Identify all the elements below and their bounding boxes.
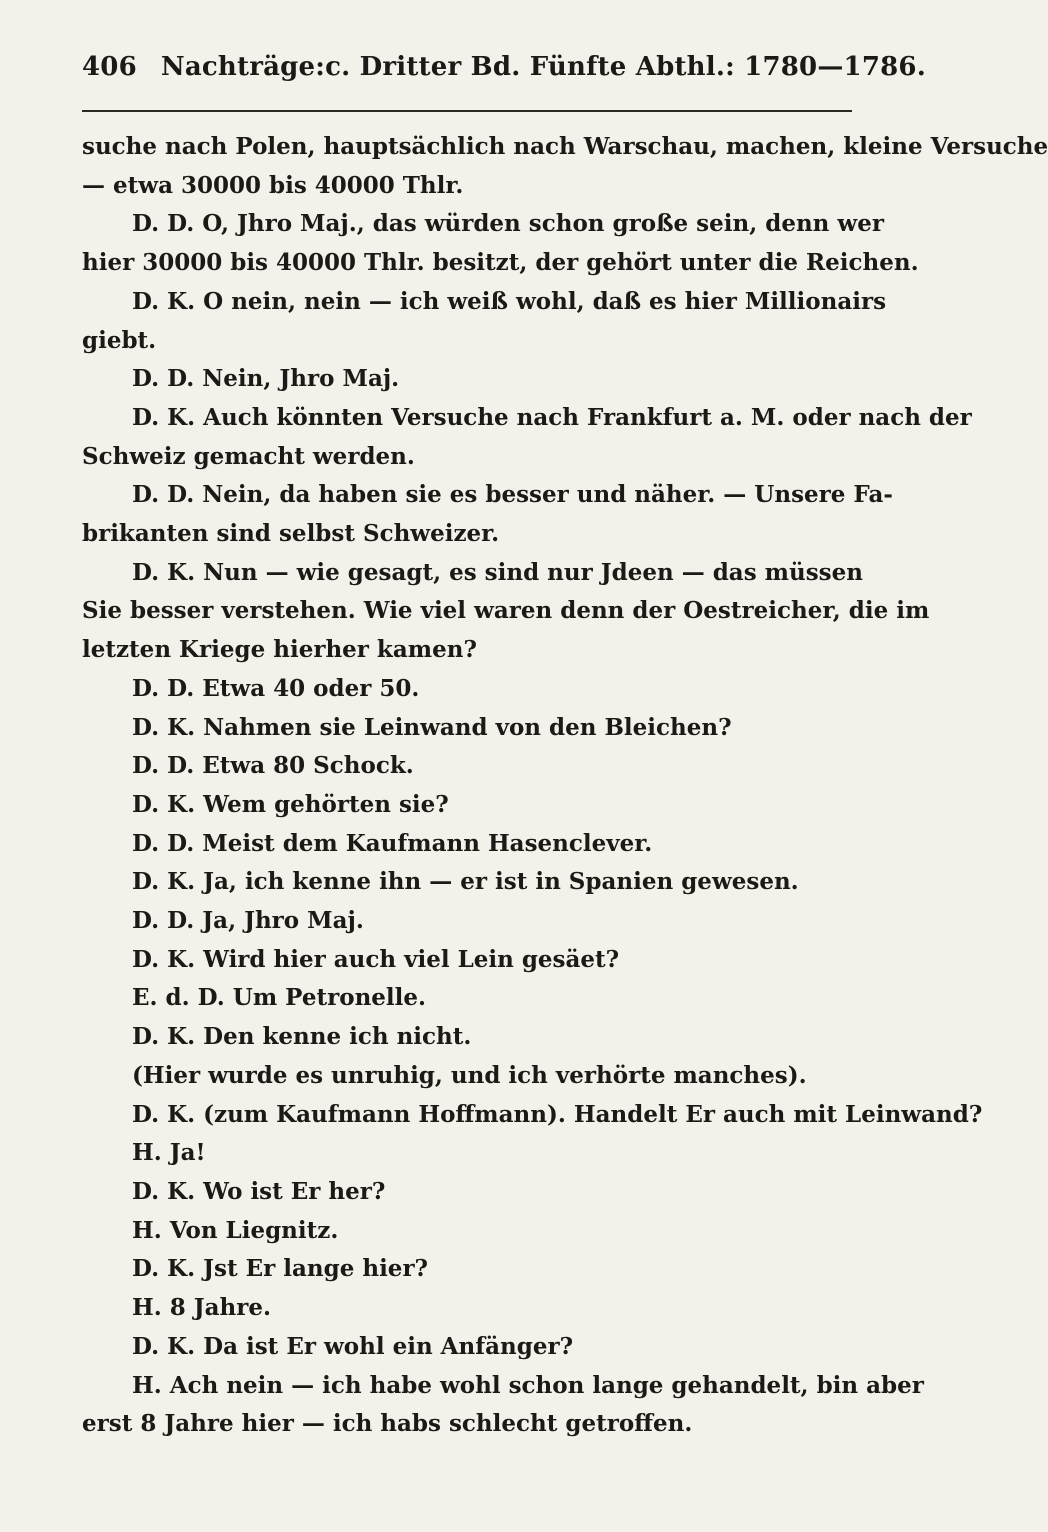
text-line: D. K. Nahmen sie Leinwand von den Bleichen? — [132, 713, 732, 741]
running-header — [82, 52, 926, 96]
text-line: D. D. Nein, da haben sie es besser und näher. — Unsere Fa- — [132, 481, 893, 509]
text-line: — etwa 30000 bis 40000 Thlr. — [82, 171, 464, 199]
text-line: D. K. Nun — wie gesagt, es sind nur Jdeen — das müssen — [132, 558, 863, 586]
text-line: D. D. Etwa 80 Schock. — [132, 752, 414, 780]
text-line: D. K. Jst Er lange hier? — [132, 1255, 429, 1283]
text-line: Sie besser verstehen. Wie viel waren denn der Oestreicher, die im — [82, 597, 930, 625]
text-line: brikanten sind selbst Schweizer. — [82, 520, 500, 548]
text-line: letzten Kriege hierher kamen? — [82, 636, 477, 664]
text-line: D. K. Wo ist Er her? — [132, 1177, 386, 1205]
page-number: 406 — [82, 52, 137, 82]
text-line: E. d. D. Um Petronelle. — [132, 984, 427, 1012]
text-line: suche nach Polen, hauptsächlich nach Warschau, machen, kleine Versuche — [82, 133, 1048, 160]
running-title: Nachträge:c. Dritter Bd. Fünfte Abthl.: 1780—1786. — [160, 52, 926, 82]
text-line: D. K. Auch könnten Versuche nach Frankfurt a. M. oder nach der — [132, 403, 972, 431]
text-line: D. D. Nein, Jhro Maj. — [132, 365, 400, 393]
text-line: Schweiz gemacht werden. — [82, 442, 415, 470]
text-line: D. D. Etwa 40 oder 50. — [132, 674, 420, 702]
text-line: D. D. Ja, Jhro Maj. — [132, 907, 364, 935]
text-line: H. Von Liegnitz. — [132, 1216, 339, 1244]
text-line: D. K. Wem gehörten sie? — [132, 790, 449, 818]
text-line: erst 8 Jahre hier — ich habs schlecht getroffen. — [82, 1410, 693, 1438]
text-line: hier 30000 bis 40000 Thlr. besitzt, der gehört unter die Reichen. — [82, 249, 919, 277]
text-line: D. K. Da ist Er wohl ein Anfänger? — [132, 1332, 574, 1360]
text-line: H. Ja! — [132, 1139, 206, 1167]
text-line: H. Ach nein — ich habe wohl schon lange gehandelt, bin aber — [132, 1371, 924, 1399]
text-line: D. K. Ja, ich kenne ihn — er ist in Spanien gewesen. — [132, 868, 799, 896]
text-line: D. K. (zum Kaufmann Hoffmann). Handelt Er auch mit Leinwand? — [132, 1100, 983, 1128]
text-line: D. K. Wird hier auch viel Lein gesäet? — [132, 945, 620, 973]
text-line: (Hier wurde es unruhig, und ich verhörte manches). — [132, 1061, 807, 1089]
text-line: D. K. O nein, nein — ich weiß wohl, daß es hier Millionairs — [132, 287, 887, 315]
dialogue-text — [82, 128, 1048, 1444]
header-rule — [82, 110, 852, 112]
text-line: D. D. O, Jhro Maj., das würden schon große sein, denn wer — [132, 210, 884, 238]
text-line: D. D. Meist dem Kaufmann Hasenclever. — [132, 829, 653, 857]
text-line: H. 8 Jahre. — [132, 1294, 272, 1322]
text-line: giebt. — [82, 326, 157, 354]
text-line: D. K. Den kenne ich nicht. — [132, 1023, 472, 1051]
